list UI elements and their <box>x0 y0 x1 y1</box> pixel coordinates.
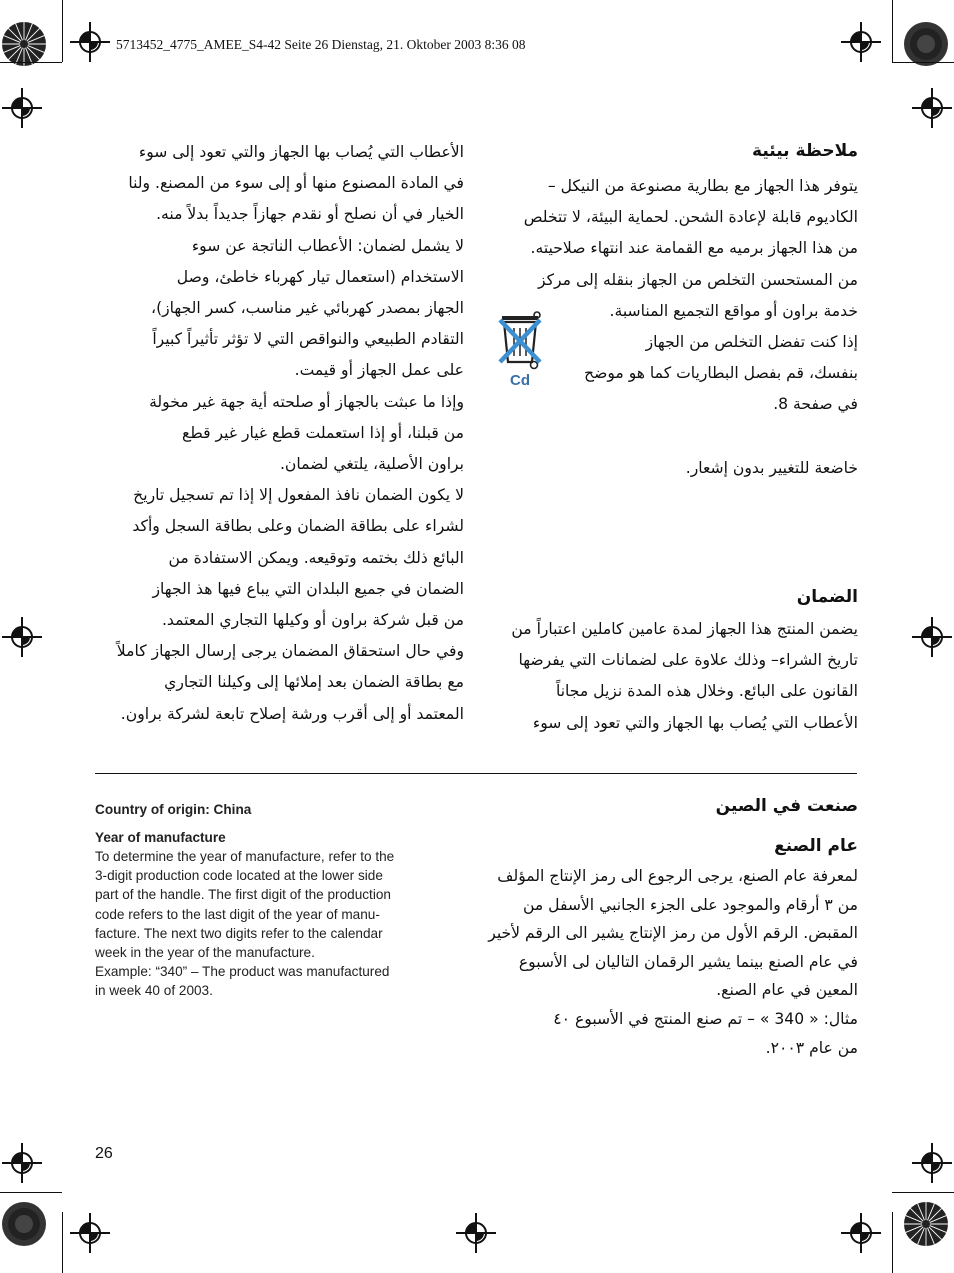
trim-line <box>892 62 954 63</box>
text-line: القانون على البائع. وخلال هذه المدة نزيل مجاناً <box>555 682 858 701</box>
text-line: 3-digit production code located at the lower side <box>95 868 383 884</box>
registration-mark-left-upper <box>2 88 42 128</box>
text-line: براون الأصلية، يلتغي لضمان. <box>279 455 464 474</box>
page-number: 26 <box>95 1145 113 1162</box>
cadmium-label: Cd <box>510 372 530 389</box>
print-slug: 5713452_4775_AMEE_S4-42 Seite 26 Dienstag, 21. Oktober 2003 8:36 08 <box>116 37 526 52</box>
text-line: يتوفر هذا الجهاز مع بطارية مصنوعة من النيكل – <box>547 177 858 195</box>
text-line: بنفسك، قم بفصل البطاريات كما هو موضح <box>584 364 858 383</box>
year-of-manufacture-text-ar <box>488 862 858 1062</box>
country-of-origin-ar: صنعت في الصين <box>715 796 858 816</box>
text-line: على عمل الجهاز أو قيمت. <box>294 361 464 380</box>
registration-mark-top-right <box>841 22 881 62</box>
battery-disposal-icon <box>494 308 554 394</box>
text-line: المقبض. الرقم الأول من رمز الإنتاج يشير الى الرقم لأخير <box>488 924 858 943</box>
trim-line <box>892 1212 893 1273</box>
trim-line <box>892 0 893 62</box>
section-divider <box>95 773 857 774</box>
text-line: في صفحة 8. <box>773 395 858 414</box>
text-line: المعين في عام الصنع. <box>716 981 858 1000</box>
crossed-bin-icon <box>494 308 554 380</box>
text-line: في المادة المصنوع منها أو إلى سوء من المصنع. ولنا <box>128 174 464 193</box>
text-line: الخيار في أن نصلح أو نقدم جهازاً جديداً بدلاً منه. <box>156 205 464 224</box>
text-line: البائع ذلك بختمه وتوقيعه. ويمكن الاستفادة من <box>168 548 464 567</box>
text-line: المعتمد أو إلى أقرب ورشة إصلاح تابعة لشركة براون. <box>120 704 464 723</box>
text-line: الأعطاب التي يُصاب بها الجهاز والتي تعود إلى سوء <box>138 143 464 161</box>
text-line: من قبلنا، أو إذا استعملت قطع غيار غير قطع <box>182 423 464 442</box>
text-line: يضمن المنتج هذا الجهاز لمدة عامين كاملين اعتباراً من <box>511 620 858 638</box>
calibration-starburst-bottom-right <box>902 1200 950 1248</box>
text-line: وفي حال استحقاق المضمان يرجى إرسال الجهاز كاملاً <box>116 642 464 661</box>
text-line: part of the handle. The first digit of the production <box>95 887 391 903</box>
text-line: في عام الصنع بينما يشير الرقمان التاليان لى الأسبوع <box>518 952 858 971</box>
registration-mark-left-middle <box>2 617 42 657</box>
text-line: لمعرفة عام الصنع، يرجى الرجوع الى رمز الإنتاج المؤلف <box>497 867 858 885</box>
text-line: week in the year of the manufacture. <box>95 945 315 961</box>
text-line: وإذا ما عبثت بالجهاز أو صلحته أية جهة غير مخولة <box>149 392 464 411</box>
warranty-text-start <box>488 614 858 739</box>
text-line: الأعطاب التي يُصاب بها الجهاز والتي تعود إلى سوء <box>532 713 858 732</box>
text-line: مع بطاقة الضمان بعد إملائها إلى وكيلنا التجاري <box>164 673 464 692</box>
registration-mark-right-upper <box>912 88 952 128</box>
text-line: الكاديوم قابلة لإعادة الشحن. لحماية البيئة، لا تتخلص <box>523 208 858 227</box>
registration-mark-bottom-left <box>70 1213 110 1253</box>
text-line: code refers to the last digit of the year of manu- <box>95 906 380 922</box>
text-line: لشراء على بطاقة الضمان وعلى بطاقة السجل وأكد <box>132 517 464 536</box>
trim-line <box>62 0 63 62</box>
trim-line <box>0 62 62 63</box>
trim-line <box>892 1192 954 1193</box>
calibration-starburst-top-left <box>0 20 48 68</box>
calibration-starburst-top-right <box>902 20 950 68</box>
year-of-manufacture-title-ar: عام الصنع <box>774 836 858 856</box>
text-line: التقادم الطبيعي والنواقص التي لا تؤثر تأثيراً كبيراً <box>152 330 464 349</box>
text-line: Example: “340” – The product was manufactured <box>95 964 390 980</box>
country-of-origin-en: Country of origin: China <box>95 802 252 817</box>
year-of-manufacture-text-en <box>95 847 455 1001</box>
registration-mark-bottom-right <box>841 1213 881 1253</box>
calibration-starburst-bottom-left <box>0 1200 48 1248</box>
text-line: الجهاز بمصدر كهربائي غير مناسب، كسر الجهاز)، <box>151 299 464 318</box>
warranty-text-continued <box>96 137 464 730</box>
registration-mark-right-middle <box>912 617 952 657</box>
text-line: من عام ٢٠٠٣. <box>765 1038 858 1057</box>
text-line: خدمة براون أو مواقع التجميع المناسبة. <box>609 301 858 320</box>
text-line: لا يكون الضمان نافذ المفعول إلا إذا تم تسجيل تاريخ <box>133 486 464 505</box>
registration-mark-top-left <box>70 22 110 62</box>
text-line: الضمان في جميع البلدان التي يباع فيها هذ الجهاز <box>152 579 464 598</box>
text-line: من المستحسن التخلص من الجهاز بنقله إلى مركز <box>538 270 858 289</box>
registration-mark-left-lower <box>2 1143 42 1183</box>
subject-to-change-notice: خاضعة للتغيير بدون إشعار. <box>685 459 858 477</box>
trim-line <box>0 1192 62 1193</box>
environmental-notice-title: ملاحظة بيئية <box>752 141 858 161</box>
text-line: مثال: « 340 » – تم صنع المنتج في الأسبوع ٤٠ <box>553 1009 858 1028</box>
registration-mark-bottom-center <box>456 1213 496 1253</box>
text-line: إذا كنت تفضل التخلص من الجهاز <box>645 333 858 352</box>
text-line: من قبل شركة براون أو وكيلها التجاري المعتمد. <box>161 611 464 630</box>
text-line: facture. The next two digits refer to the calendar <box>95 925 383 941</box>
text-line: To determine the year of manufacture, refer to the <box>95 849 395 864</box>
text-line: in week 40 of 2003. <box>95 983 213 999</box>
text-line: تاريخ الشراء– وذلك علاوة على لضمانات التي يفرضها <box>518 651 858 670</box>
text-line: الاستخدام (استعمال تيار كهرباء خاطئ، وصل <box>176 267 464 286</box>
text-line: لا يشمل لضمان: الأعطاب الناتجة عن سوء <box>191 236 464 255</box>
text-line: من هذا الجهاز برميه مع القمامة عند انتهاء صلاحيته. <box>530 239 858 258</box>
text-line: من ٣ أرقام والموجود على الجزء الجانبي الأسفل من <box>522 895 858 914</box>
warranty-title: الضمان <box>796 587 858 607</box>
trim-line <box>62 1212 63 1273</box>
year-of-manufacture-title-en: Year of manufacture <box>95 830 226 845</box>
registration-mark-right-lower <box>912 1143 952 1183</box>
